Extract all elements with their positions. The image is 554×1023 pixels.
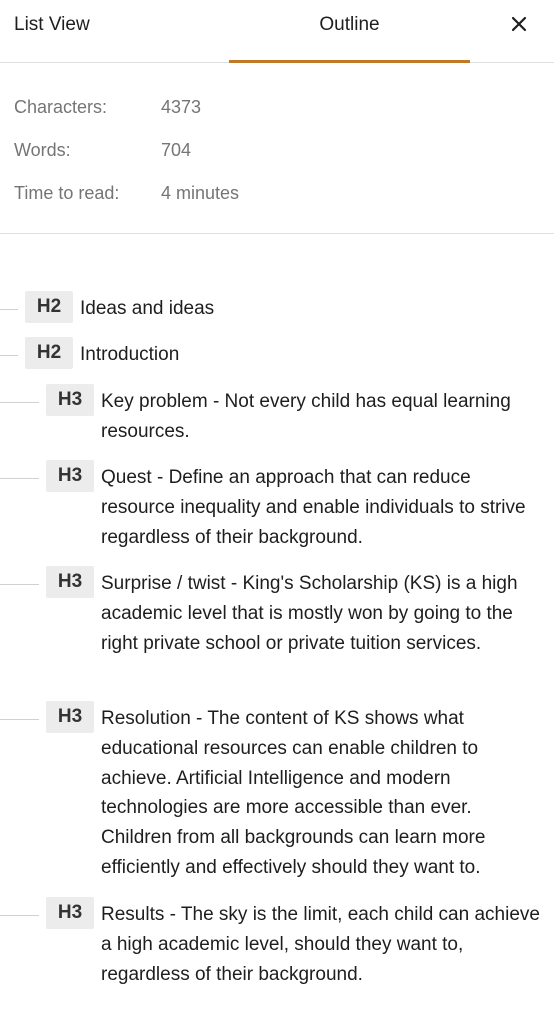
tree-connector — [0, 478, 39, 479]
tree-connector — [0, 355, 18, 356]
outline-item-text: Results - The sky is the limit, each child can achieve a high academic level, should they want to, regardless of their background. — [101, 904, 540, 985]
heading-level-badge: H2 — [25, 337, 73, 369]
outline-item-text: Quest - Define an approach that can reduce resource inequality and enable individuals to strive regardless of their background. — [101, 467, 526, 548]
heading-level-badge: H3 — [46, 384, 94, 416]
outline-item-text: Resolution - The content of KS shows what educational resources can enable children to achieve. Artificial Intelligence and modern technologies are more accessible than ever. Children from all backgrounds can learn more efficiently and effectively should they want to. — [101, 708, 486, 878]
tab-outline[interactable]: Outline — [229, 0, 470, 62]
outline-item-text: Introduction — [80, 344, 180, 365]
tree-connector — [0, 309, 18, 310]
outline-item-text: Surprise / twist - King's Scholarship (KS) is a high academic level that is mostly won by going to the right private school or private tuition services. — [101, 573, 518, 654]
heading-level-badge: H3 — [46, 897, 94, 929]
sidebar-tabs — [0, 0, 554, 63]
tree-connector — [0, 915, 39, 916]
characters-label: Characters: — [14, 97, 108, 117]
time-to-read-label: Time to read: — [14, 183, 120, 203]
document-stats — [0, 63, 554, 234]
outline-item-text: Key problem - Not every child has equal learning resources. — [101, 391, 511, 442]
close-icon — [504, 9, 534, 39]
tree-connector — [0, 584, 39, 585]
characters-value: 4373 — [161, 97, 202, 117]
words-label: Words: — [14, 140, 71, 160]
heading-level-badge: H3 — [46, 566, 94, 598]
heading-level-badge: H2 — [25, 291, 73, 323]
close-button[interactable] — [504, 9, 534, 39]
outline-item-text: Ideas and ideas — [80, 298, 215, 319]
tree-connector — [0, 402, 39, 403]
tab-list-view[interactable]: List View — [14, 14, 90, 35]
time-to-read-value: 4 minutes — [161, 183, 240, 203]
tree-connector — [0, 719, 39, 720]
heading-level-badge: H3 — [46, 460, 94, 492]
heading-level-badge: H3 — [46, 701, 94, 733]
words-value: 704 — [161, 140, 192, 160]
